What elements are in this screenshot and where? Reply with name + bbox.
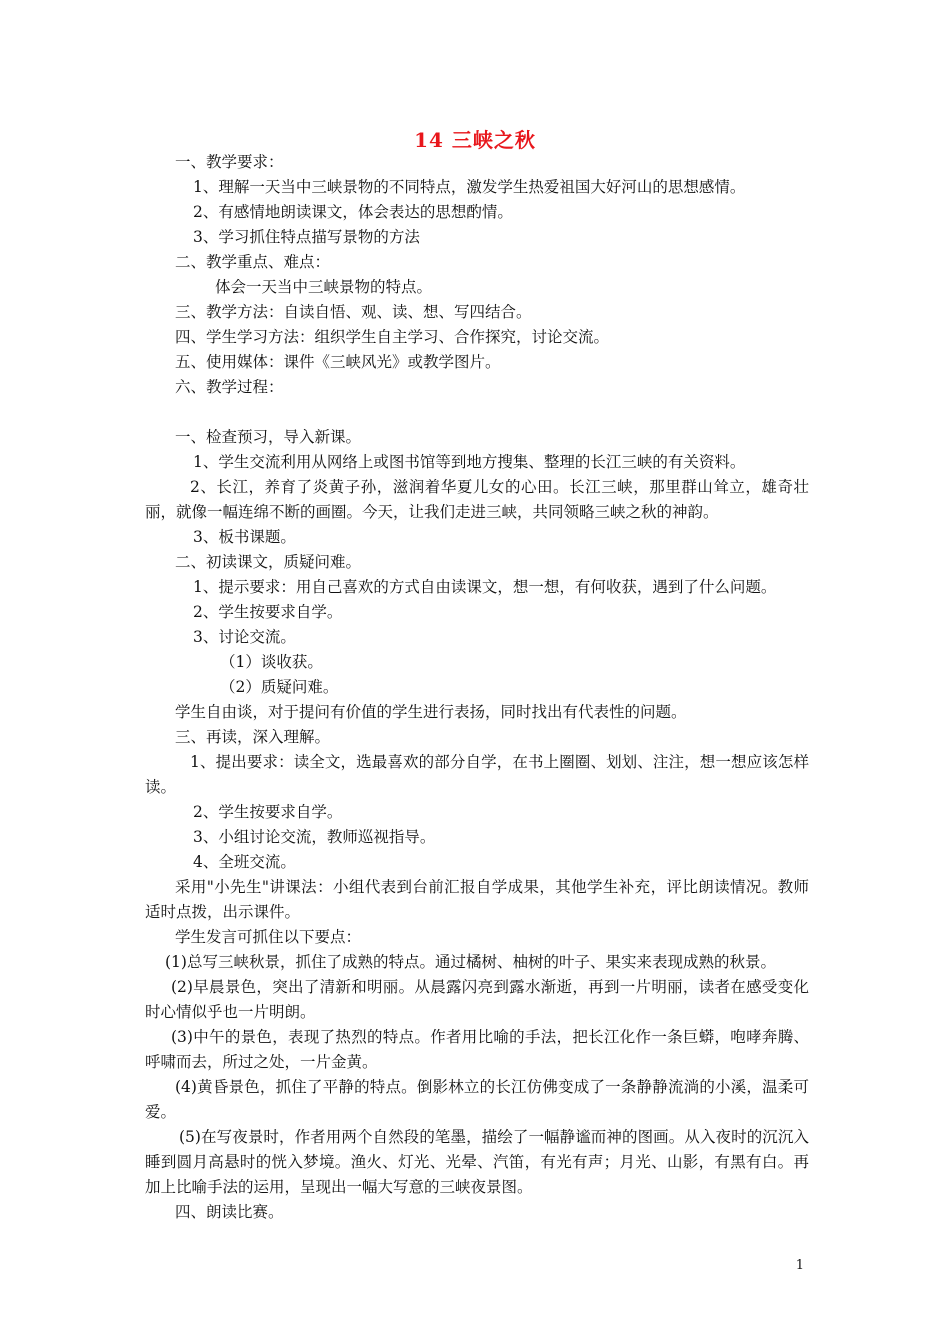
section-heading: 四、朗读比赛。: [175, 1203, 284, 1221]
section-heading: 五、使用媒体：课件《三峡风光》或教学图片。: [175, 353, 501, 371]
paragraph: 1、提示要求：用自己喜欢的方式自由读课文，想一想，有何收获，遇到了什么问题。: [193, 578, 777, 596]
section-heading: 二、初读课文，质疑问难。: [175, 553, 362, 571]
paragraph: 3、学习抓住特点描写景物的方法: [193, 228, 420, 246]
paragraph: 2、学生按要求自学。: [193, 603, 343, 621]
paragraph: 1、学生交流利用从网络上或图书馆等到地方搜集、整理的长江三峡的有关资料。: [193, 453, 746, 471]
section-heading: 二、教学重点、难点：: [175, 253, 331, 271]
paragraph: 学生自由谈，对于提问有价值的学生进行表扬，同时找出有代表性的问题。: [175, 703, 687, 721]
section-heading: 四、学生学习方法：组织学生自主学习、合作探究，讨论交流。: [175, 328, 610, 346]
page-number: 1: [795, 1258, 804, 1273]
spacer: [145, 400, 809, 425]
list-item: (4)黄昏景色，抓住了平静的特点。倒影林立的长江仿佛变成了一条静静流淌的小溪，温柔可爱。: [145, 1078, 809, 1121]
paragraph: 2、有感情地朗读课文，体会表达的思想酌情。: [193, 203, 513, 221]
list-item: (2)早晨景色，突出了清新和明丽。从晨露闪亮到露水渐逝，再到一片明丽，读者在感受变化时心情似乎也一片明朗。: [145, 978, 809, 1021]
lesson-body: [145, 150, 809, 1225]
section-heading: 一、检查预习，导入新课。: [175, 428, 362, 446]
section-heading: 一、教学要求：: [175, 153, 284, 171]
paragraph: 1、提出要求：读全文，选最喜欢的部分自学，在书上圈圈、划划、注注，想一想应该怎样读。: [145, 753, 809, 796]
paragraph: 2、学生按要求自学。: [193, 803, 343, 821]
paragraph: 采用"小先生"讲课法：小组代表到台前汇报自学成果，其他学生补充，评比朗读情况。教师适时点拨，出示课件。: [145, 878, 809, 921]
list-item: (3)中午的景色，表现了热烈的特点。作者用比喻的手法，把长江化作一条巨蟒，咆哮奔腾、呼啸而去，所过之处，一片金黄。: [145, 1028, 809, 1071]
lesson-title: 14 三峡之秋: [414, 128, 536, 152]
paragraph: 3、板书课题。: [193, 528, 296, 546]
section-heading: 三、再读，深入理解。: [175, 728, 331, 746]
paragraph: 体会一天当中三峡景物的特点。: [215, 278, 433, 296]
section-heading: 三、教学方法：自读自悟、观、读、想、写四结合。: [175, 303, 532, 321]
paragraph: 1、理解一天当中三峡景物的不同特点，激发学生热爱祖国大好河山的思想感情。: [193, 178, 746, 196]
paragraph: 学生发言可抓住以下要点：: [175, 928, 362, 946]
paragraph: 3、小组讨论交流，教师巡视指导。: [193, 828, 436, 846]
list-item: （1）谈收获。: [220, 653, 323, 671]
paragraph: 4、全班交流。: [193, 853, 296, 871]
list-item: （2）质疑问难。: [220, 678, 339, 696]
section-heading: 六、教学过程：: [175, 378, 284, 396]
paragraph: 2、长江，养育了炎黄子孙，滋润着华夏儿女的心田。长江三峡，那里群山耸立，雄奇壮丽，就像一幅连绵不断的画圈。今天，让我们走进三峡，共同领略三峡之秋的神韵。: [145, 478, 809, 521]
list-item: (1)总写三峡秋景，抓住了成熟的特点。通过橘树、柚树的叶子、果实来表现成熟的秋景。: [165, 953, 776, 971]
list-item: (5)在写夜景时，作者用两个自然段的笔墨，描绘了一幅静谧而神的图画。从入夜时的沉沉入睡到圆月高悬时的恍入梦境。渔火、灯光、光晕、汽笛，有光有声；月光、山影，有黑有白。再加上比喻手法的运用，呈现出一幅大写意的三峡夜景图。: [145, 1128, 809, 1196]
paragraph: 3、讨论交流。: [193, 628, 296, 646]
